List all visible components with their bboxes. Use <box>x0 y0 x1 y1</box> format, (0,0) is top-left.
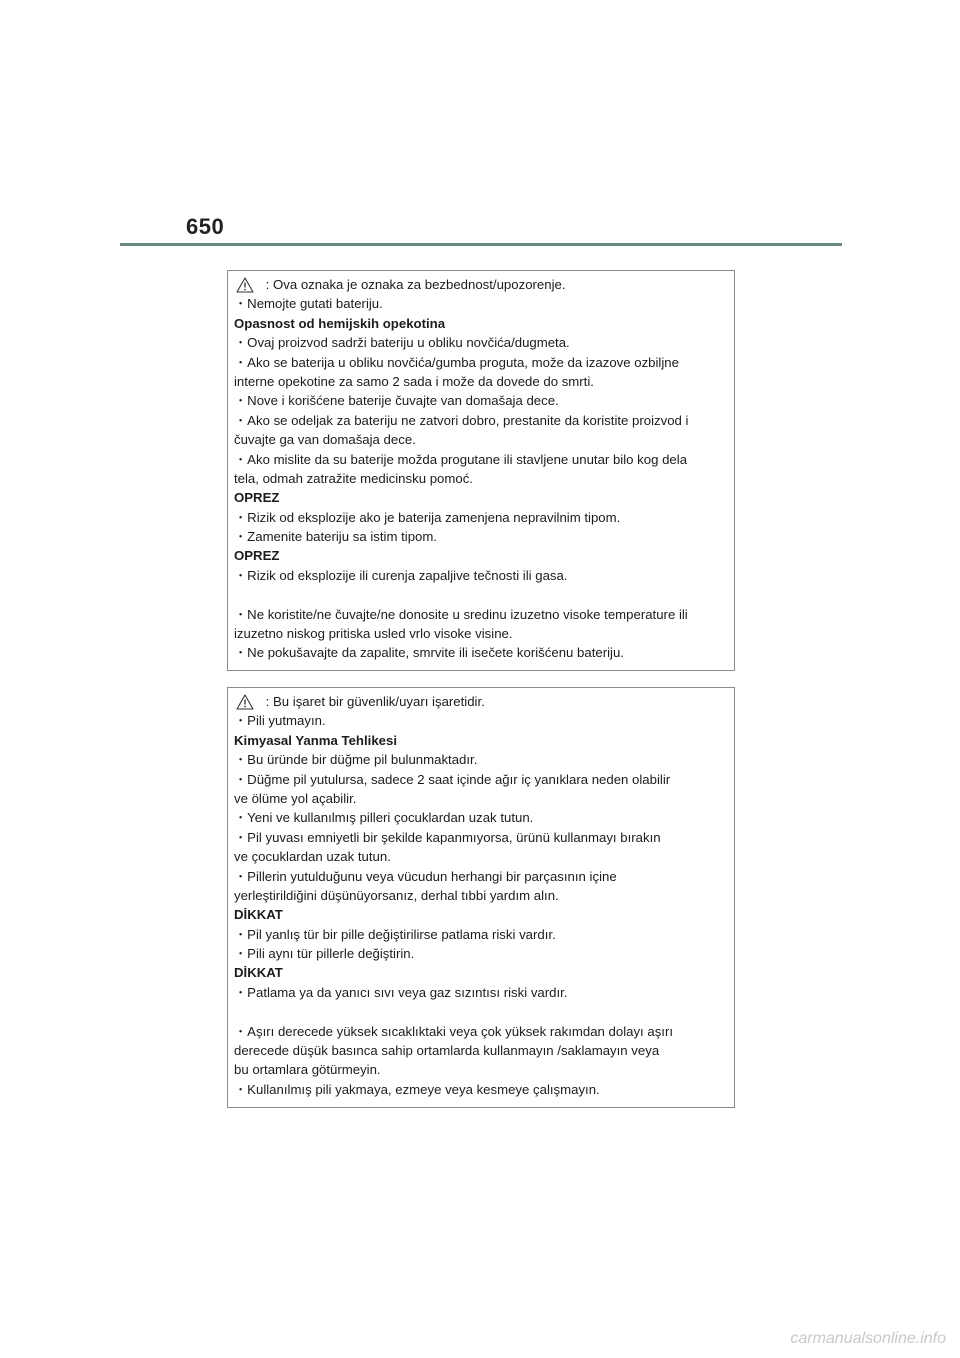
warning-triangle-icon <box>236 694 254 710</box>
notice-line: ・Bu üründe bir düğme pil bulunmaktadır. <box>234 752 478 768</box>
notice-line: ・Nemojte gutati bateriju. <box>234 296 383 312</box>
notice-line: interne opekotine za samo 2 sada i može da dovede do smrti. <box>234 373 594 389</box>
notice-heading: OPREZ <box>234 548 280 564</box>
notice-line: čuvajte ga van domašaja dece. <box>234 432 416 448</box>
notice-line: ・Ako mislite da su baterije možda progutane ili stavljene unutar bilo kog dela <box>234 451 688 467</box>
notice-heading: DİKKAT <box>234 907 283 923</box>
blank-line <box>234 1002 728 1021</box>
notice-heading: Opasnost od hemijskih opekotina <box>234 315 446 331</box>
notice-line: ・Pili yutmayın. <box>234 713 326 729</box>
notice-line: ve çocuklardan uzak tutun. <box>234 849 391 865</box>
notice-line: ・Pil yanlış tür bir pille değiştirilirse patlama riski vardır. <box>234 926 556 942</box>
notice-box-turkish <box>227 687 735 1108</box>
page-number: 650 <box>186 214 225 239</box>
notice-line: ・Pili aynı tür pillerle değiştirin. <box>234 946 415 962</box>
notice-line: izuzetno niskog pritiska usled vrlo visoke visine. <box>234 626 513 642</box>
notice-line: ・Aşırı derecede yüksek sıcaklıktaki veya çok yüksek rakımdan dolayı aşırı <box>234 1023 674 1039</box>
notice-line: ・Rizik od eksplozije ako je baterija zamenjena nepravilnim tipom. <box>234 509 621 525</box>
header-divider <box>120 243 842 246</box>
notice-heading: OPREZ <box>234 490 280 506</box>
warning-triangle-icon <box>236 277 254 293</box>
notice-heading: DİKKAT <box>234 965 283 981</box>
notice-line: ・Nove i korišćene baterije čuvajte van domašaja dece. <box>234 393 559 409</box>
notice-line: ・Düğme pil yutulursa, sadece 2 saat içinde ağır iç yanıklara neden olabilir <box>234 771 671 787</box>
notice-line: bu ortamlara götürmeyin. <box>234 1062 381 1078</box>
notice-intro-line <box>234 275 728 294</box>
notice-line: ・Ako se odeljak za bateriju ne zatvori dobro, prestanite da koristite proizvod i <box>234 412 689 428</box>
notice-line: ・Ne koristite/ne čuvajte/ne donosite u sredinu izuzetno visoke temperature ili <box>234 606 688 622</box>
notice-intro-text: : Ova oznaka je oznaka za bezbednost/upozorenje. <box>262 277 566 292</box>
notice-heading: Kimyasal Yanma Tehlikesi <box>234 732 397 748</box>
blank-line <box>234 585 728 604</box>
notice-box-serbian <box>227 270 735 671</box>
watermark: carmanualsonline.info <box>790 1330 946 1347</box>
notice-line: ・Ne pokušavajte da zapalite, smrvite ili isečete korišćenu bateriju. <box>234 645 624 661</box>
notice-line: ・Pil yuvası emniyetli bir şekilde kapanmıyorsa, ürünü kullanmayı bırakın <box>234 829 661 845</box>
notice-line: ・Pillerin yutulduğunu veya vücudun herhangi bir parçasının içine <box>234 868 617 884</box>
notice-line: ve ölüme yol açabilir. <box>234 790 357 806</box>
notice-line: ・Rizik od eksplozije ili curenja zapaljive tečnosti ili gasa. <box>234 567 568 583</box>
notice-line: derecede düşük basınca sahip ortamlarda kullanmayın /saklamayın veya <box>234 1043 660 1059</box>
notice-line: ・Ako se baterija u obliku novčića/gumba proguta, može da izazove ozbiljne <box>234 354 679 370</box>
notice-intro-line <box>234 692 728 711</box>
notice-line: ・Yeni ve kullanılmış pilleri çocuklardan uzak tutun. <box>234 810 534 826</box>
notice-line: ・Zamenite bateriju sa istim tipom. <box>234 529 438 545</box>
notice-intro-text: : Bu işaret bir güvenlik/uyarı işaretidir. <box>262 694 485 709</box>
notice-line: yerleştirildiğini düşünüyorsanız, derhal tıbbi yardım alın. <box>234 887 559 903</box>
notice-line: ・Patlama ya da yanıcı sıvı veya gaz sızıntısı riski vardır. <box>234 984 568 1000</box>
notice-line: tela, odmah zatražite medicinsku pomoć. <box>234 470 473 486</box>
notice-line: ・Kullanılmış pili yakmaya, ezmeye veya kesmeye çalışmayın. <box>234 1081 600 1097</box>
notice-line: ・Ovaj proizvod sadrži bateriju u obliku novčića/dugmeta. <box>234 335 570 351</box>
